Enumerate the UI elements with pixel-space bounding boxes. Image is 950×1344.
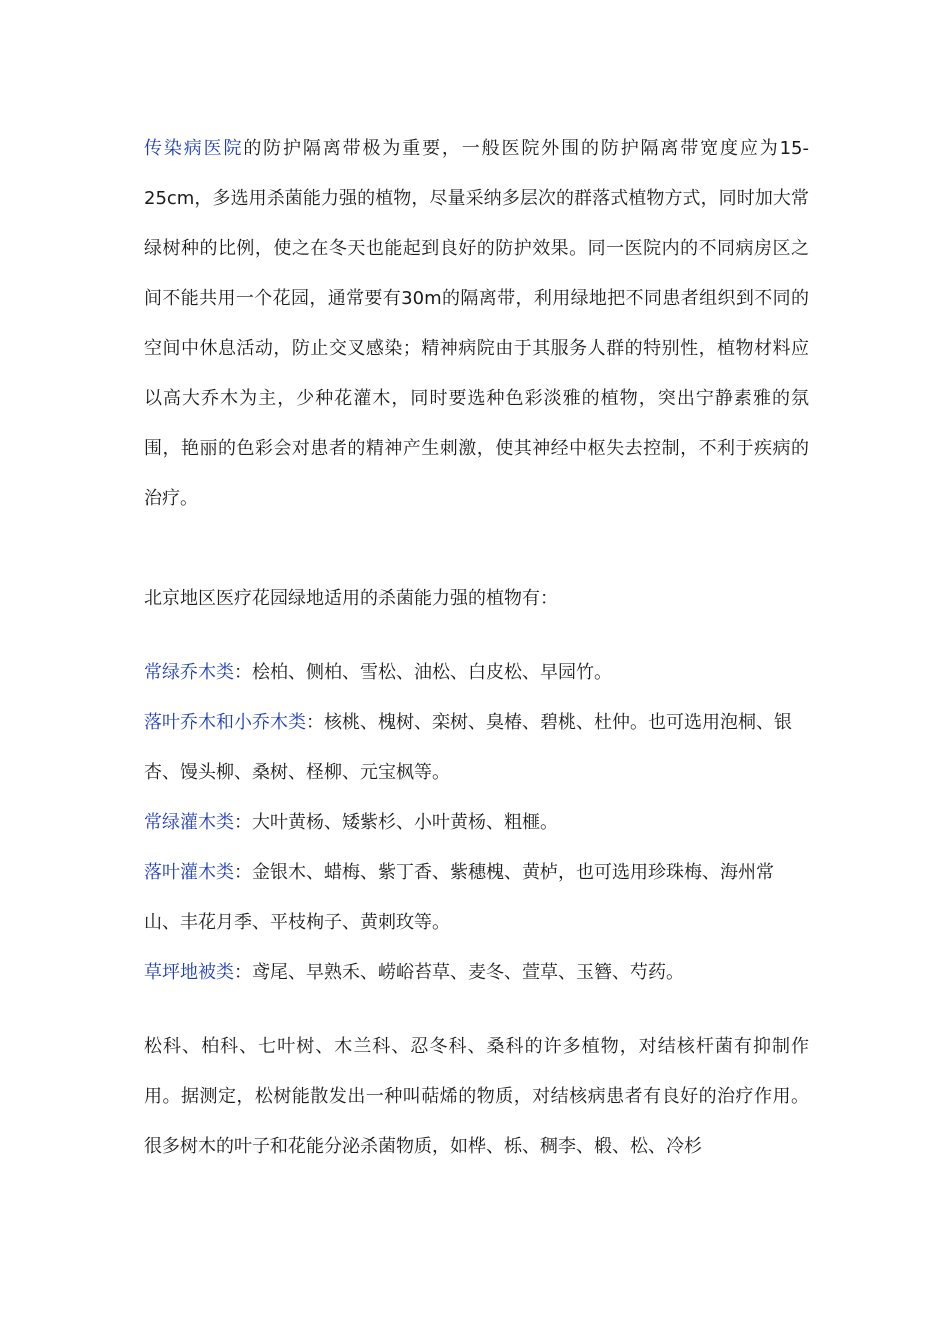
category-label: 常绿乔木类 xyxy=(144,662,234,683)
category-label: 常绿灌木类 xyxy=(144,812,234,833)
category-separator: ： xyxy=(234,812,252,833)
category-item-deciduous-shrubs xyxy=(144,848,809,948)
paragraph-plants-intro: 北京地区医疗花园绿地适用的杀菌能力强的植物有： xyxy=(144,588,558,609)
category-separator: ： xyxy=(234,962,252,983)
category-separator: ： xyxy=(234,862,252,883)
category-label: 落叶乔木和小乔木类 xyxy=(144,712,306,733)
category-plants: 桧柏、侧柏、雪松、油松、白皮松、早园竹。 xyxy=(252,662,612,683)
paragraph-antibacterial-plants: 松科、柏科、七叶树、木兰科、忍冬科、桑科的许多植物，对结核杆菌有抑制作用。据测定，松树能散发出一种叫萜烯的物质，对结核病患者有良好的治疗作用。很多树木的叶子和花能分泌杀菌物质，如桦、栎、稠李、椴、松、冷杉 xyxy=(144,1036,809,1157)
category-label: 落叶灌木类 xyxy=(144,862,234,883)
plant-category-list xyxy=(144,648,809,998)
category-item-evergreen-trees xyxy=(144,648,809,698)
category-plants: 核桃、槐树、栾树、臭椿、碧桃、杜仲。也可选用泡桐、银杏、馒头柳、桑树、柽柳、元宝枫等。 xyxy=(144,712,792,783)
category-item-evergreen-shrubs xyxy=(144,798,809,848)
paragraph-text: 的防护隔离带极为重要，一般医院外围的防护隔离带宽度应为15-25cm，多选用杀菌能力强的植物，尽量采纳多层次的群落式植物方式，同时加大常绿树种的比例，使之在冬天也能起到良好的防护效果。同一医院内的不同病房区之间不能共用一个花园，通常要有30m的隔离带，利用绿地把不同患者组织到不同的空间中休息活动，防止交叉感染；精神病院由于其服务人群的特别性，植物材料应以高大乔木为主，少种花灌木，同时要选种色彩淡雅的植物，突出宁静素雅的氛围，艳丽的色彩会对患者的精神产生刺激，使其神经中枢失去控制，不利于疾病的治疗。 xyxy=(144,138,809,509)
paragraph-hospital-isolation xyxy=(144,124,809,524)
document-page xyxy=(144,124,809,1172)
category-separator: ： xyxy=(234,662,252,683)
category-plants: 鸢尾、早熟禾、崂峪苔草、麦冬、萱草、玉簪、芍药。 xyxy=(252,962,684,983)
category-item-deciduous-trees xyxy=(144,698,809,798)
category-item-ground-cover xyxy=(144,948,809,998)
category-label: 草坪地被类 xyxy=(144,962,234,983)
hospital-link[interactable]: 传染病医院 xyxy=(144,138,244,159)
category-plants: 金银木、蜡梅、紫丁香、紫穗槐、黄栌，也可选用珍珠梅、海州常山、丰花月季、平枝栒子、黄刺玫等。 xyxy=(144,862,774,933)
category-plants: 大叶黄杨、矮紫杉、小叶黄杨、粗榧。 xyxy=(252,812,558,833)
category-separator: ： xyxy=(306,712,324,733)
